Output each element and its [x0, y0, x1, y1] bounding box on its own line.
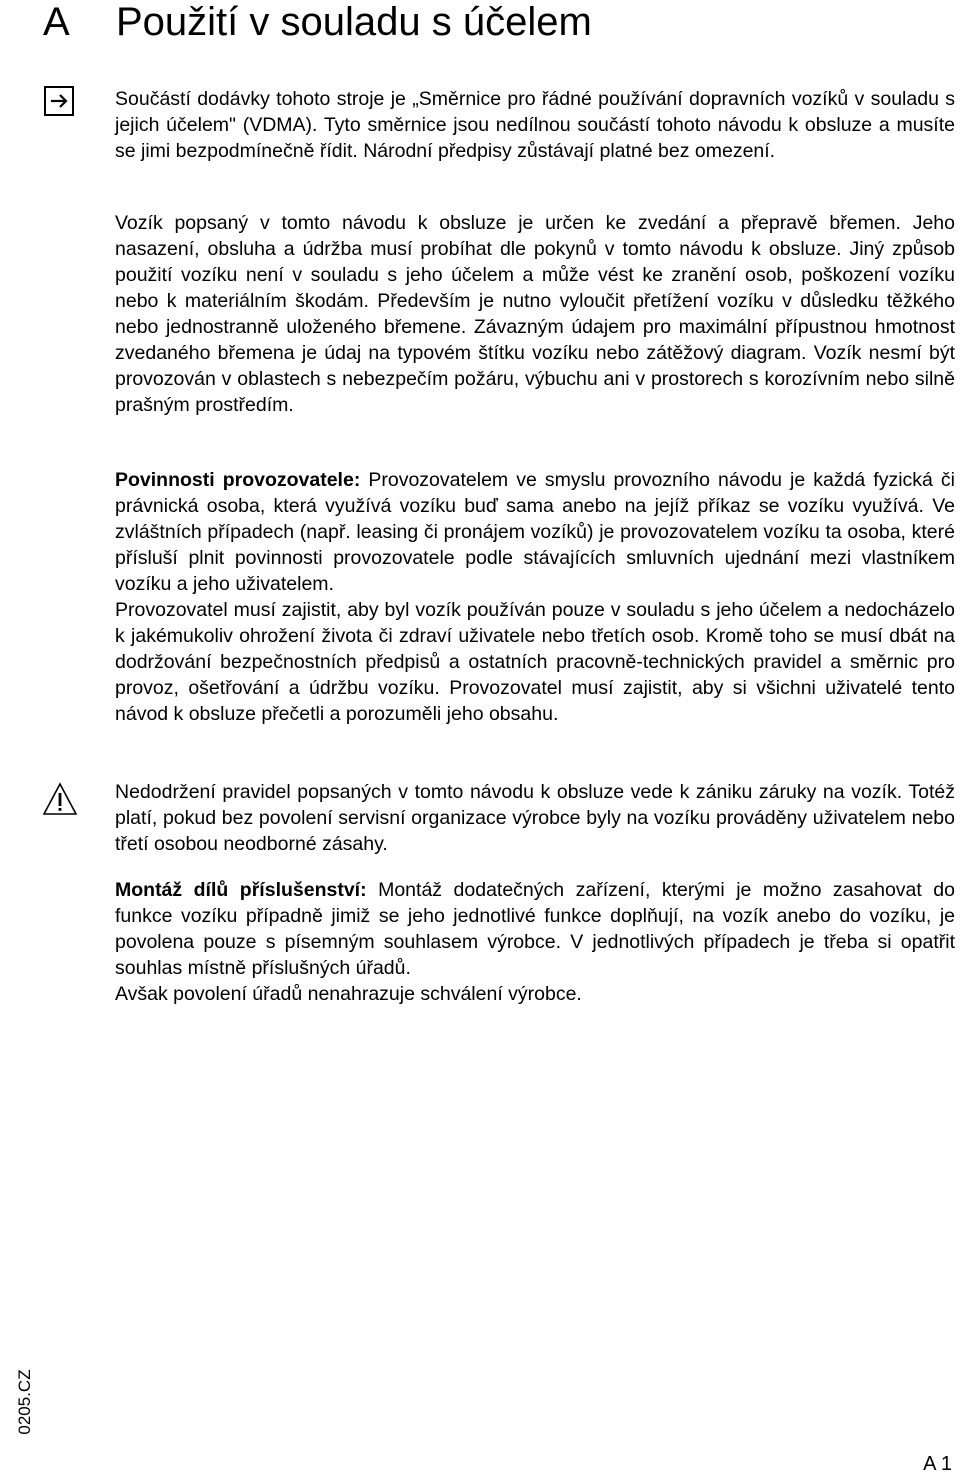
- warning-paragraph: Nedodržení pravidel popsaných v tomto návodu k obsluze vede k zániku záruky na vozík. Totéž platí, pokud bez povolení servisní organizace výrobce byly na vozíku prováděny uživatelem nebo třetí osobou neodborné zásahy.: [115, 781, 955, 855]
- intro-section: [115, 86, 955, 164]
- page-title: Použití v souladu s účelem: [116, 0, 592, 44]
- page-number: A 1: [923, 1453, 952, 1475]
- usage-section: [115, 210, 955, 418]
- operator-text-1: Provozovatelem ve smyslu provozního návodu je každá fyzická či právnická osoba, která využívá vozíku buď sama anebo na jejíž příkaz se vozíku využívá. Ve zvláštních případech (např. leasing či pronájem vozíků) je provozovatelem vozíku ta osoba, které přísluší plnit povinnosti provozovatele podle stávajících smluvních ujednání mezi vlastníkem vozíku a jeho uživatelem.: [115, 469, 956, 595]
- arrow-right-icon: [44, 86, 74, 116]
- operator-paragraph-2: Provozovatel musí zajistit, aby byl vozík používán pouze v souladu s jeho účelem a nedocházelo k jakémukoliv ohrožení života či zdraví uživatele nebo třetích osob. Kromě toho se musí dbát na dodržování bezpečnostních předpisů a ostatních pracovně-technických pravidel a směrnic pro provoz, ošetřování a údržbu vozíku. Provozovatel musí zajistit, aby si všichni uživatelé tento návod k obsluze přečetli a porozuměli jeho obsahu.: [115, 599, 955, 725]
- chapter-letter: A: [43, 0, 70, 44]
- accessories-section: [115, 877, 955, 1007]
- document-code: 0205.CZ: [15, 1369, 34, 1435]
- accessories-paragraph-2: Avšak povolení úřadů nenahrazuje schválení výrobce.: [115, 983, 582, 1005]
- warning-section: [115, 779, 955, 857]
- accessories-text-1: Montáž dodatečných zařízení, kterými je možno zasahovat do funkce vozíku případně jimiž se jeho jednotlivé funkce doplňují, na vozík anebo do vozíku, je povolena pouze s písemným souhlasem výrobce. V jednotlivých případech je třeba si opatřit souhlas místně příslušných úřadů.: [115, 879, 955, 979]
- usage-paragraph: Vozík popsaný v tomto návodu k obsluze je určen ke zvedání a přepravě břemen. Jeho nasazení, obsluha a údržba musí probíhat dle pokynů v tomto návodu k obsluze. Jiný způsob použití vozíku není v souladu s jeho účelem a může vést ke zranění osob, poškození vozíku nebo k materiálním škodám. Především je nutno vyloučit přetížení vozíku v důsledku těžkého nebo jednostranně uloženého břemene. Závazným údajem pro maximální přípustnou hmotnost zvedaného břemena je údaj na typovém štítku vozíku nebo zátěžový diagram. Vozík nesmí být provozován v oblastech s nebezpečím požáru, výbuchu ani v prostorech s korozívním nebo silně prašným prostředím.: [115, 212, 955, 416]
- accessories-paragraph-1: [115, 877, 955, 981]
- intro-paragraph: Součástí dodávky tohoto stroje je „Směrnice pro řádné používání dopravních vozíků v souladu s jejich účelem" (VDMA). Tyto směrnice jsou nedílnou součástí tohoto návodu k obsluze a musíte se jimi bezpodmínečně řídit. Národní předpisy zůstávají platné bez omezení.: [115, 88, 955, 162]
- operator-label: Povinnosti provozovatele:: [115, 469, 361, 491]
- accessories-label: Montáž dílů příslušenství:: [115, 879, 367, 901]
- operator-section: [115, 467, 955, 727]
- operator-paragraph-1: [115, 467, 955, 597]
- warning-icon: [42, 782, 78, 816]
